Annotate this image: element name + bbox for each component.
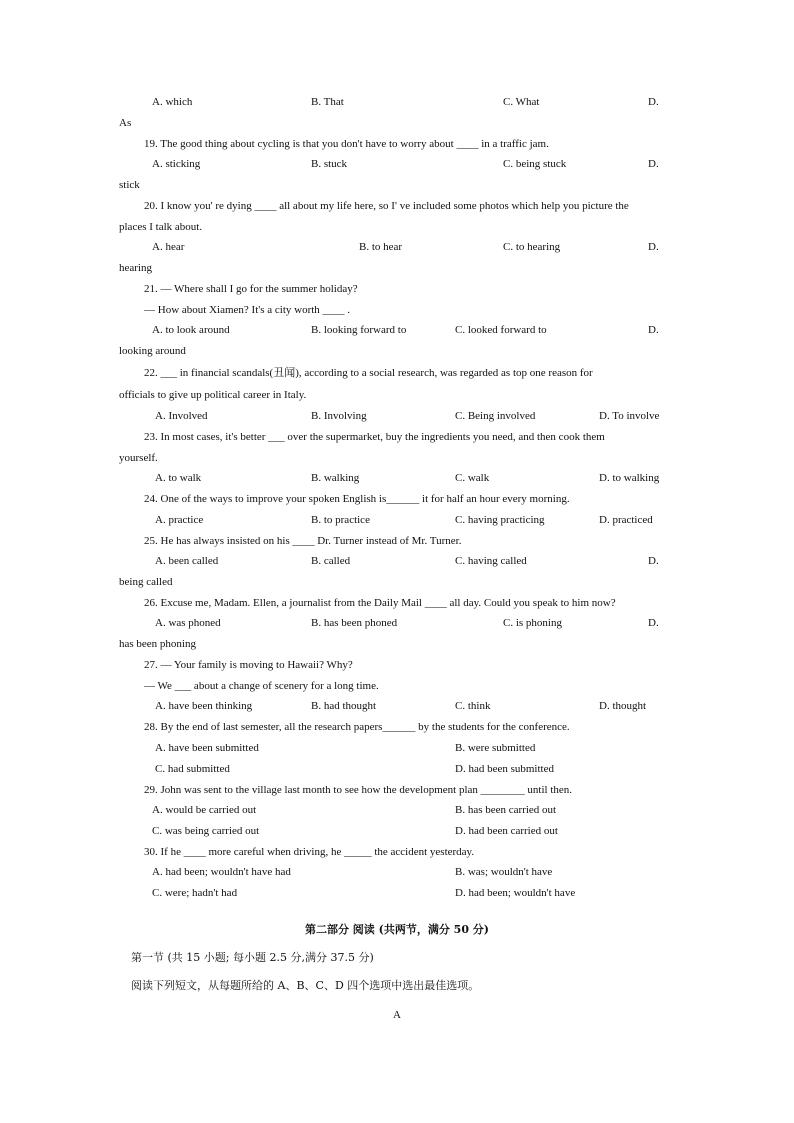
q22-option-b: B. Involving [311,410,367,422]
q28-option-b: B. were submitted [455,742,536,754]
q22-stem-line2: officials to give up political career in Italy. [119,389,307,401]
q21-option-c: C. looked forward to [455,324,547,336]
q30-option-c: C. were; hadn't had [152,887,238,899]
q24-option-d: D. practiced [599,514,653,526]
q27-option-b: B. had thought [311,700,377,712]
q29-stem: 29. John was sent to the village last month to see how the development plan ________ until then. [144,784,573,796]
q25-stem: 25. He has always insisted on his ____ Dr. Turner instead of Mr. Turner. [144,535,462,547]
q21-option-a: A. to look around [152,324,230,336]
q24-option-c: C. having practicing [455,514,545,526]
q23-option-a: A. to walk [155,472,202,484]
section1-heading: 第一节 (共 15 小题; 每小题 2.5 分,满分 37.5 分) [131,951,374,964]
q28-option-a: A. have been submitted [155,742,259,754]
q21-option-b: B. looking forward to [311,324,407,336]
q26-option-c: C. is phoning [503,617,562,629]
q30-option-d: D. had been; wouldn't have [455,887,576,899]
q24-stem: 24. One of the ways to improve your spoken English is______ it for half an hour every morning. [144,493,570,505]
q19-option-d-text: stick [119,179,140,191]
q22-option-a: A. Involved [155,410,208,422]
q20-stem-line2: places I talk about. [119,221,203,233]
q19-option-c: C. being stuck [503,158,567,170]
q18-option-a: A. which [152,96,193,108]
q28-option-d: D. had been submitted [455,763,554,775]
q20-stem-line1: 20. I know you' re dying ____ all about my life here, so I' ve included some photos which help you picture the [144,200,629,212]
q27-option-a: A. have been thinking [155,700,253,712]
part2-title: 第二部分 阅读 (共两节，满分 50 分) [304,923,490,936]
q21-option-d-text: looking around [119,345,186,357]
q20-option-a: A. hear [152,241,185,253]
q24-option-b: B. to practice [311,514,370,526]
q23-option-b: B. walking [311,472,360,484]
q27-option-c: C. think [455,700,491,712]
q18-option-d-text: As [119,117,132,129]
q29-option-b: B. has been carried out [455,804,557,816]
q26-option-d: D. [648,617,659,629]
q24-option-a: A. practice [155,514,204,526]
q22-stem-line1: 22. ___ in financial scandals(丑闻), according to a social research, was regarded as top one reason for [144,367,593,379]
q27-stem-line2: — We ___ about a change of scenery for a long time. [144,680,379,692]
q20-option-d-text: hearing [119,262,152,274]
q25-option-c: C. having called [455,555,527,567]
q25-option-d: D. [648,555,659,567]
q23-option-d: D. to walking [599,472,660,484]
q26-option-b: B. has been phoned [311,617,398,629]
q23-stem-line1: 23. In most cases, it's better ___ over the supermarket, buy the ingredients you need, and then cook them [144,431,605,443]
reading-instruction: 阅读下列短文，从每题所给的 A、B、C、D 四个选项中选出最佳选项。 [131,979,480,992]
q30-option-b: B. was; wouldn't have [455,866,553,878]
q28-stem: 28. By the end of last semester, all the research papers______ by the students for the conference. [144,721,570,733]
q28-option-c: C. had submitted [155,763,230,775]
q27-stem-line1: 27. — Your family is moving to Hawaii? Why? [144,659,353,671]
q29-option-c: C. was being carried out [152,825,260,837]
q26-option-d-text: has been phoning [119,638,196,650]
q25-option-d-text: being called [119,576,173,588]
q25-option-a: A. been called [155,555,219,567]
q22-option-c: C. Being involved [455,410,536,422]
q20-option-b: B. to hear [359,241,403,253]
q19-option-d: D. [648,158,659,170]
q26-option-a: A. was phoned [155,617,221,629]
q18-option-b: B. That [311,96,344,108]
q30-stem: 30. If he ____ more careful when driving, he _____ the accident yesterday. [144,846,475,858]
q30-option-a: A. had been; wouldn't have had [152,866,291,878]
q18-option-d: D. [648,96,659,108]
q21-stem-line2: — How about Xiamen? It's a city worth ____ . [144,304,351,316]
q23-stem-line2: yourself. [119,452,158,464]
q25-option-b: B. called [311,555,351,567]
q19-option-b: B. stuck [311,158,348,170]
q18-option-c: C. What [503,96,540,108]
q29-option-d: D. had been carried out [455,825,558,837]
q26-stem: 26. Excuse me, Madam. Ellen, a journalist from the Daily Mail ____ all day. Could you speak to him now? [144,597,616,609]
q19-stem: 19. The good thing about cycling is that you don't have to worry about ____ in a traffic jam. [144,138,549,150]
q20-option-d: D. [648,241,659,253]
q21-option-d: D. [648,324,659,336]
q21-stem-line1: 21. — Where shall I go for the summer holiday? [144,283,358,295]
q19-option-a: A. sticking [152,158,201,170]
q29-option-a: A. would be carried out [152,804,257,816]
q20-option-c: C. to hearing [503,241,561,253]
passage-label: A [393,1009,401,1021]
q23-option-c: C. walk [455,472,490,484]
q27-option-d: D. thought [599,700,647,712]
q22-option-d: D. To involve [599,410,660,422]
